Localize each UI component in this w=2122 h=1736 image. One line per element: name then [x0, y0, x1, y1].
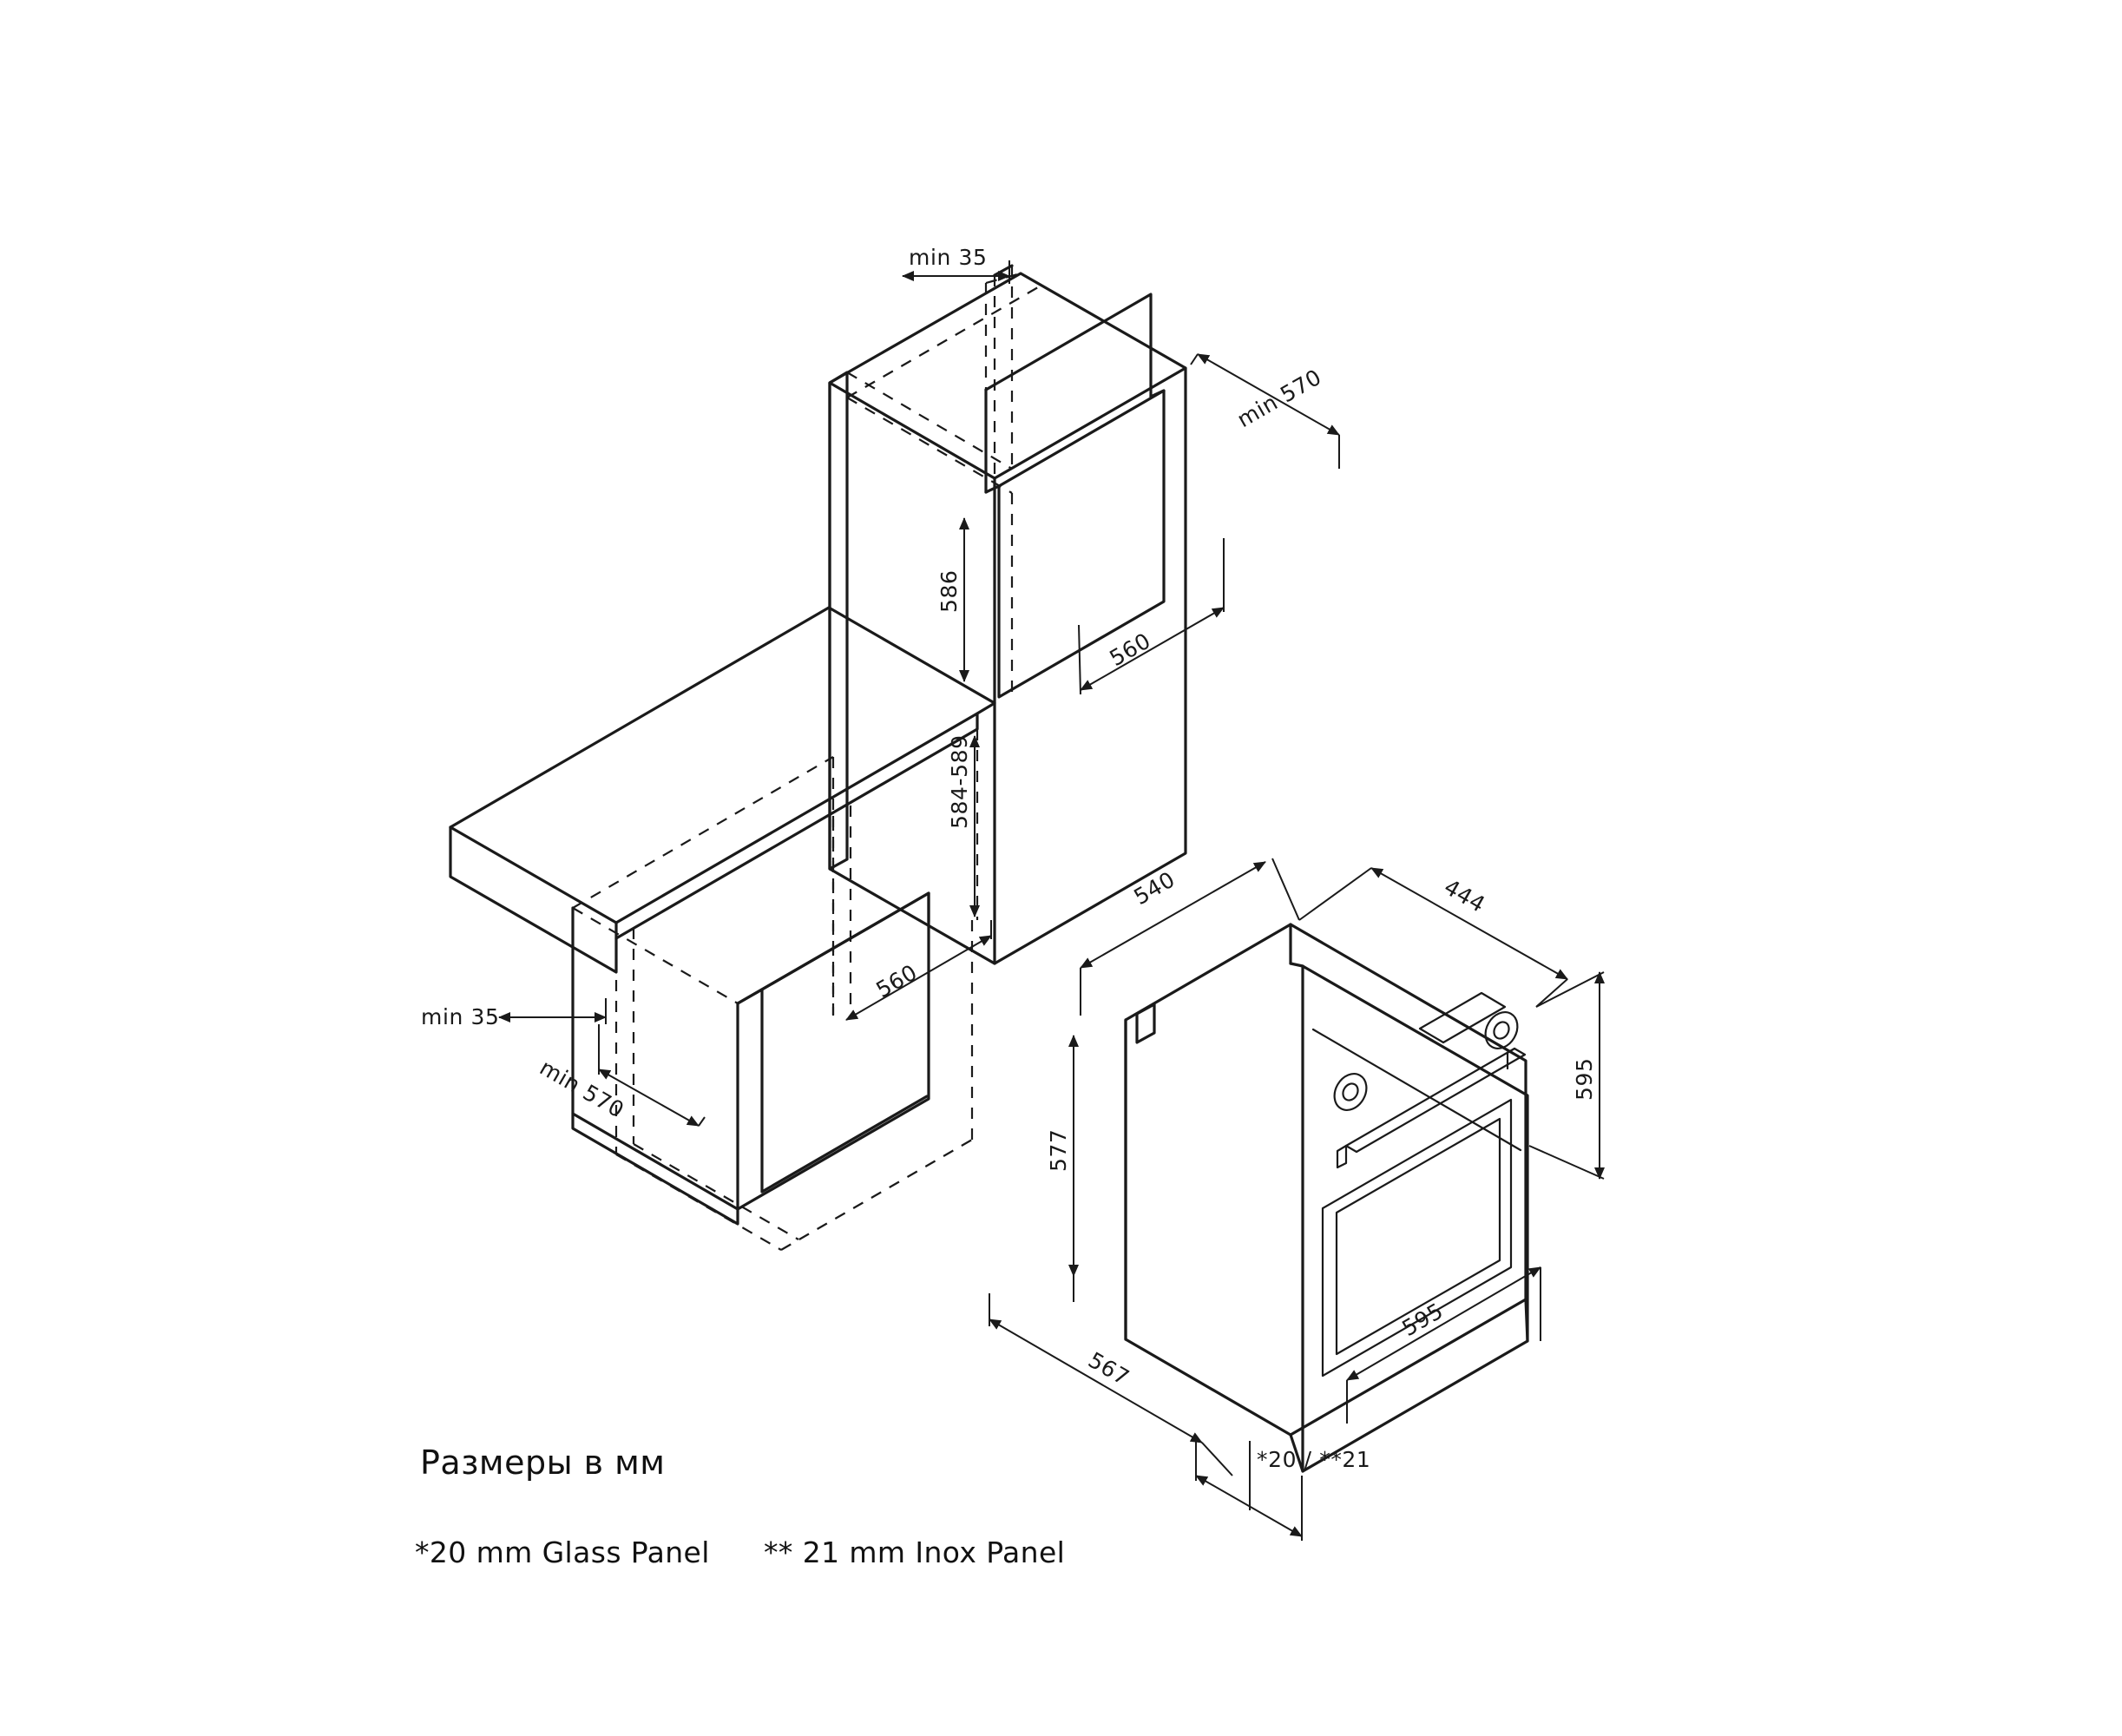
oven-rear-flange	[1137, 1004, 1154, 1042]
lower-hidden-8	[573, 908, 738, 1003]
oven-knob-right[interactable]	[1479, 1006, 1523, 1054]
dim-ext-560-top-a	[1079, 625, 1081, 694]
dim-ext-444-a	[1299, 868, 1371, 920]
lower-hidden-10	[781, 1140, 972, 1250]
upper-hidden-7	[847, 287, 1038, 398]
dim-label-567: 567	[1084, 1347, 1134, 1391]
lower-cabinet-inner-edge	[762, 990, 927, 1192]
dim-label-444: 444	[1440, 874, 1490, 917]
countertop-back-edge	[616, 713, 977, 923]
oven-isometric-group	[989, 858, 1604, 1541]
upper-niche-lip-a	[986, 486, 999, 492]
dim-label-min35-lower: min 35	[421, 1004, 500, 1029]
lower-hidden-7	[573, 757, 833, 908]
dim-label-595-width: 595	[1397, 1298, 1448, 1342]
units-caption: Размеры в мм	[420, 1443, 666, 1482]
dim-label-586: 586	[936, 569, 962, 613]
countertop-slab	[450, 608, 995, 938]
lower-hidden-6	[634, 1144, 798, 1240]
oven-knob-left[interactable]	[1328, 1068, 1372, 1115]
oven-handle-bracket-right	[1508, 1049, 1514, 1069]
upper-hidden-2	[986, 273, 1021, 283]
countertop-front-edge	[450, 827, 616, 972]
dim-label-540: 540	[1129, 866, 1179, 911]
dim-label-560-top: 560	[1105, 628, 1155, 672]
oven-body-outline	[1126, 924, 1526, 1435]
footnote-inox-panel: ** 21 mm Inox Panel	[764, 1535, 1066, 1569]
dim-label-577: 577	[1046, 1128, 1071, 1172]
oven-front-panel-link-b	[1526, 1299, 1527, 1341]
upper-cabinet-inner-edges	[830, 383, 995, 963]
lower-cabinet-left-foot	[573, 1114, 738, 1224]
cabinet-isometric-group	[421, 245, 1339, 1250]
lower-cabinet-left-panel	[573, 908, 738, 1209]
oven-knob-left-cap	[1340, 1081, 1361, 1102]
dim-label-584-589: 584-589	[947, 734, 972, 829]
oven-front-panel-link-a	[1291, 963, 1303, 966]
dim-label-595-height: 595	[1572, 1057, 1597, 1101]
dim-ext-595h-a	[1536, 972, 1604, 1007]
dim-ext-540-b	[1272, 858, 1299, 920]
oven-knob-right-cap	[1491, 1019, 1512, 1041]
dim-label-min570-lower: min 570	[535, 1055, 629, 1123]
oven-handle-bracket-left	[1337, 1146, 1346, 1167]
dim-ext-min570-a	[1191, 354, 1198, 365]
upper-niche-top-inner	[986, 294, 1151, 397]
dim-label-min570-top: min 570	[1232, 364, 1326, 433]
dim-label-560-lower: 560	[871, 959, 922, 1003]
lower-cabinet-right-panel	[738, 893, 929, 1209]
dim-label-min35-top: min 35	[909, 245, 988, 270]
lower-cabinet-lip	[738, 990, 762, 1003]
upper-cabinet-top-edge	[995, 368, 1186, 478]
dim-line-567	[989, 1319, 1202, 1443]
footnote-glass-panel: *20 mm Glass Panel	[415, 1535, 710, 1569]
dim-ext-min570-lower-b	[699, 1117, 705, 1126]
dim-line-595-width	[1347, 1267, 1541, 1380]
dim-ext-567-b	[1202, 1443, 1232, 1476]
dim-ext-595h-b	[1529, 1146, 1604, 1179]
dim-label-panel-thickness: *20 / **21	[1257, 1447, 1371, 1472]
